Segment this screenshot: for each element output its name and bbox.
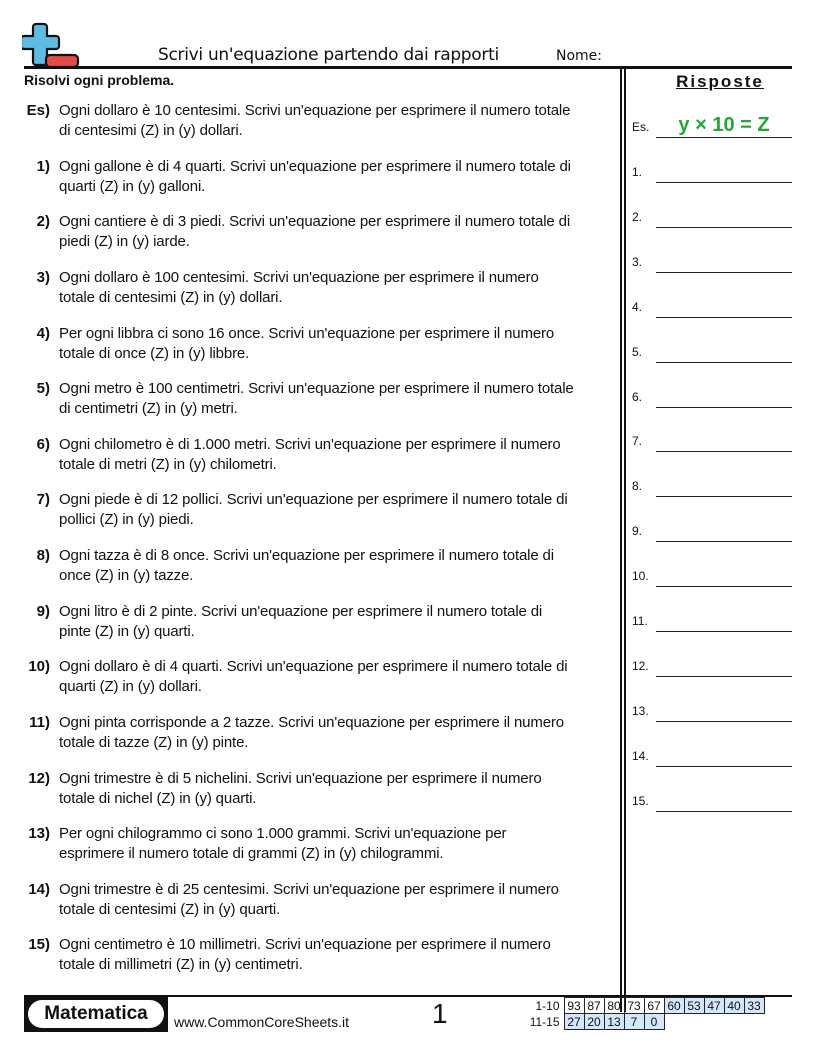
score-table (520, 997, 765, 1030)
problem-item (0, 490, 620, 532)
problem-number: 14) (28, 881, 50, 898)
problem-item (0, 713, 620, 755)
problem-item (0, 435, 620, 477)
answer-row (632, 475, 792, 497)
answer-label: 4. (632, 300, 643, 314)
answer-row (632, 745, 792, 767)
problem-number: 7) (36, 491, 50, 508)
problem-text-line: Ogni dollaro è di 4 quarti. Scrivi un'equazione per esprimere il numero totale di (59, 658, 568, 675)
score-row (520, 1014, 764, 1030)
answer-label: 13. (632, 704, 649, 718)
problem-number: 3) (36, 269, 50, 286)
answer-row (632, 565, 792, 587)
answer-blank[interactable] (656, 407, 792, 409)
problem-text (59, 824, 621, 864)
column-divider (620, 68, 622, 1012)
answer-blank[interactable] (656, 721, 792, 723)
problem-text-line: Per ogni libbra ci sono 16 once. Scrivi un'equazione per esprimere il numero (59, 325, 555, 342)
answer-blank[interactable] (656, 362, 792, 364)
score-cell: 67 (644, 998, 664, 1014)
answer-blank[interactable] (656, 317, 792, 319)
score-row-label: 1-10 (535, 998, 560, 1013)
problem-item (0, 657, 620, 699)
answers-title: Risposte (676, 72, 764, 91)
problem-number: 6) (36, 436, 50, 453)
score-row (520, 998, 764, 1014)
problem-text-line: Ogni chilometro è di 1.000 metri. Scrivi un'equazione per esprimere il numero (59, 436, 561, 453)
problem-text-line: Ogni cantiere è di 3 piedi. Scrivi un'equazione per esprimere il numero totale di (59, 213, 570, 230)
problem-item (0, 101, 620, 143)
problem-number: 4) (36, 325, 50, 342)
problem-number: 11) (29, 714, 50, 731)
problem-number: 2) (36, 213, 50, 230)
answer-blank[interactable] (656, 811, 792, 813)
answer-blank[interactable] (656, 182, 792, 184)
answer-blank[interactable] (656, 631, 792, 633)
score-cell: 40 (724, 998, 744, 1014)
problem-text (59, 490, 621, 530)
score-cell: 93 (564, 998, 584, 1014)
problem-text (59, 546, 621, 586)
problem-text-line: Ogni gallone è di 4 quarti. Scrivi un'equazione per esprimere il numero totale di (59, 158, 571, 175)
problem-text-line: Ogni piede è di 12 pollici. Scrivi un'equazione per esprimere il numero totale di (59, 491, 568, 508)
problem-number: 13) (28, 825, 50, 842)
answer-blank[interactable] (656, 227, 792, 229)
problem-text (59, 379, 621, 419)
problem-number: Es) (26, 102, 50, 119)
score-cell: 0 (644, 1014, 664, 1030)
problem-item (0, 602, 620, 644)
problem-text-line: totale di centesimi (Z) in (y) quarti. (59, 901, 281, 918)
problem-item (0, 268, 620, 310)
answer-label: 11. (632, 614, 648, 628)
problem-text-line: Ogni litro è di 2 pinte. Scrivi un'equazione per esprimere il numero totale di (59, 603, 543, 620)
problem-number: 8) (36, 547, 50, 564)
answer-label: 6. (632, 390, 643, 404)
problem-text-line: Ogni tazza è di 8 once. Scrivi un'equazione per esprimere il numero totale di (59, 547, 554, 564)
answer-label: 5. (632, 345, 643, 359)
problem-text (59, 880, 621, 920)
problem-text-line: once (Z) in (y) tazze. (59, 567, 194, 584)
problem-text-line: esprimere il numero totale di grammi (Z) in (y) chilogrammi. (59, 845, 444, 862)
score-cell: 53 (684, 998, 704, 1014)
problem-text-line: totale di tazze (Z) in (y) pinte. (59, 734, 249, 751)
score-cell: 13 (604, 1014, 624, 1030)
problem-text-line: totale di once (Z) in (y) libbre. (59, 345, 250, 362)
problem-number: 5) (36, 380, 50, 397)
worksheet-title: Scrivi un'equazione partendo dai rapporti (158, 45, 499, 65)
problem-text (59, 602, 621, 642)
problem-text-line: di centimetri (Z) in (y) metri. (59, 400, 238, 417)
answer-row (632, 386, 792, 408)
answer-label: 10. (632, 569, 649, 583)
score-row-label: 11-15 (529, 1014, 560, 1029)
answer-blank[interactable] (656, 541, 792, 543)
problem-number: 10) (28, 658, 50, 675)
problem-item (0, 824, 620, 866)
problem-text-line: totale di millimetri (Z) in (y) centimetri. (59, 956, 303, 973)
problem-text-line: Ogni trimestre è di 5 nichelini. Scrivi un'equazione per esprimere il numero (59, 770, 542, 787)
score-cell: 60 (664, 998, 684, 1014)
answer-blank[interactable] (656, 586, 792, 588)
site-url: www.CommonCoreSheets.it (174, 1014, 350, 1030)
score-cell: 80 (604, 998, 624, 1014)
problem-item (0, 157, 620, 199)
problem-text (59, 268, 621, 308)
answer-label: 15. (632, 794, 649, 808)
problem-text-line: Ogni dollaro è 10 centesimi. Scrivi un'equazione per esprimere il numero totale (59, 102, 571, 119)
problem-text (59, 935, 621, 975)
problem-text-line: quarti (Z) in (y) galloni. (59, 178, 206, 195)
answer-blank[interactable] (656, 496, 792, 498)
problem-item (0, 212, 620, 254)
answer-row (632, 430, 792, 452)
score-cell: 27 (564, 1014, 584, 1030)
problem-text-line: Ogni metro è 100 centimetri. Scrivi un'equazione per esprimere il numero totale (59, 380, 574, 397)
score-cell: 73 (624, 998, 644, 1014)
problem-item (0, 546, 620, 588)
problem-text-line: totale di centesimi (Z) in (y) dollari. (59, 289, 283, 306)
answer-row (632, 296, 792, 318)
problem-text-line: Ogni centimetro è 10 millimetri. Scrivi un'equazione per esprimere il numero (59, 936, 551, 953)
name-label: Nome: (556, 48, 603, 64)
score-cell: 47 (704, 998, 724, 1014)
score-cell: 7 (624, 1014, 644, 1030)
header-rule (24, 66, 792, 69)
plus-minus-logo-icon (22, 22, 80, 68)
problem-text (59, 101, 621, 141)
problem-text (59, 324, 621, 364)
answer-row (632, 610, 792, 632)
column-divider (624, 68, 626, 1012)
answer-blank[interactable] (656, 676, 792, 678)
problem-text (59, 435, 621, 475)
problem-text-line: Per ogni chilogrammo ci sono 1.000 grammi. Scrivi un'equazione per (59, 825, 507, 842)
problem-number: 9) (36, 603, 50, 620)
problem-text-line: di centesimi (Z) in (y) dollari. (59, 122, 243, 139)
problem-number: 1) (36, 158, 50, 175)
problem-item (0, 880, 620, 922)
problem-text (59, 157, 621, 197)
score-cell: 87 (584, 998, 604, 1014)
problem-text (59, 769, 621, 809)
problem-text-line: quarti (Z) in (y) dollari. (59, 678, 202, 695)
answer-label: 12. (632, 659, 649, 673)
problem-text-line: Ogni trimestre è di 25 centesimi. Scrivi un'equazione per esprimere il numero (59, 881, 559, 898)
answer-blank[interactable] (656, 272, 792, 274)
problem-item (0, 769, 620, 811)
answer-label: 8. (632, 479, 643, 493)
problem-text-line: Ogni pinta corrisponde a 2 tazze. Scrivi un'equazione per esprimere il numero (59, 714, 564, 731)
problem-text (59, 657, 621, 697)
problem-text-line: pinte (Z) in (y) quarti. (59, 623, 195, 640)
problem-number: 15) (28, 936, 50, 953)
problem-item (0, 935, 620, 977)
problem-number: 12) (28, 770, 50, 787)
problem-text-line: piedi (Z) in (y) iarde. (59, 233, 190, 250)
answer-label: 9. (632, 524, 643, 538)
answer-row (632, 790, 792, 812)
answer-label: 3. (632, 255, 643, 269)
answer-label: 2. (632, 210, 643, 224)
answer-row (632, 341, 792, 363)
example-answer: y × 10 = Z (678, 114, 770, 136)
problem-text-line: Ogni dollaro è 100 centesimi. Scrivi un'equazione per esprimere il numero (59, 269, 539, 286)
answer-blank[interactable] (656, 451, 792, 453)
answer-row (632, 206, 792, 228)
problem-text-line: totale di metri (Z) in (y) chilometri. (59, 456, 277, 473)
problem-text (59, 713, 621, 753)
answer-row (632, 161, 792, 183)
brand-label: Matematica (28, 1000, 164, 1028)
answer-row (632, 655, 792, 677)
answer-row (632, 520, 792, 542)
answer-label: 7. (632, 434, 643, 448)
answer-row (632, 251, 792, 273)
problem-text-line: totale di nichel (Z) in (y) quarti. (59, 790, 257, 807)
problem-text-line: pollici (Z) in (y) piedi. (59, 511, 194, 528)
answer-label: Es. (632, 120, 650, 134)
score-cell: 33 (744, 998, 764, 1014)
answer-row (632, 700, 792, 722)
problem-item (0, 324, 620, 366)
score-cell: 20 (584, 1014, 604, 1030)
instructions: Risolvi ogni problema. (24, 72, 175, 88)
page-number: 1 (432, 998, 448, 1029)
problem-item (0, 379, 620, 421)
answer-label: 1. (632, 165, 643, 179)
problem-text (59, 212, 621, 252)
answer-blank[interactable] (656, 766, 792, 768)
answer-row (632, 116, 792, 138)
answer-label: 14. (632, 749, 649, 763)
